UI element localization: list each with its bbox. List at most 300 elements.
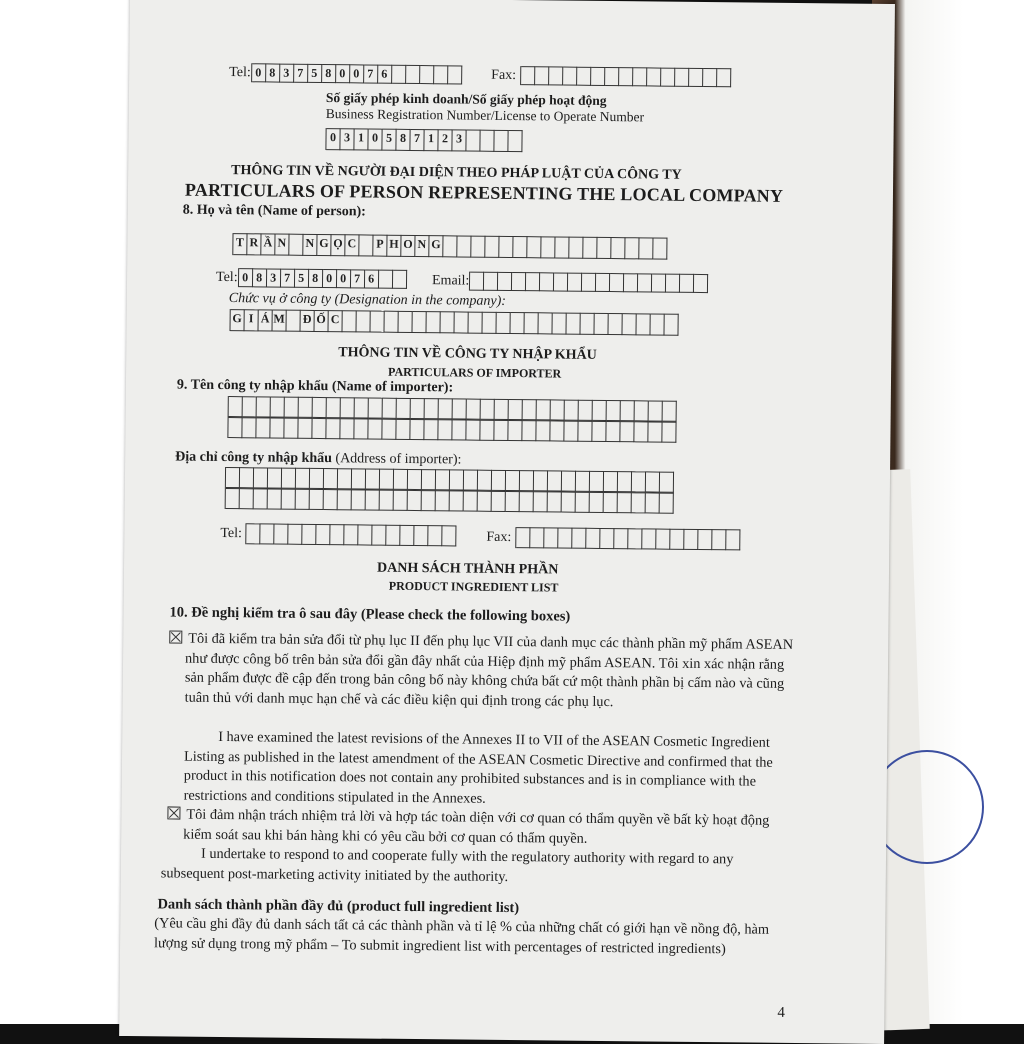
input-box[interactable] [440, 311, 454, 333]
input-box[interactable]: 8 [396, 129, 410, 151]
input-box[interactable]: Á [258, 309, 272, 331]
input-box[interactable] [274, 524, 288, 545]
input-box[interactable] [412, 311, 426, 333]
input-box[interactable] [454, 311, 468, 333]
input-box[interactable] [660, 493, 674, 514]
input-box[interactable]: 6 [365, 269, 379, 288]
input-box[interactable] [522, 420, 536, 441]
input-box[interactable] [662, 422, 676, 443]
input-box[interactable]: 0 [239, 268, 253, 287]
input-box[interactable] [452, 419, 466, 440]
input-box[interactable] [550, 420, 564, 441]
input-box[interactable] [242, 417, 256, 438]
input-box[interactable]: Ầ [261, 233, 275, 255]
input-box[interactable] [468, 312, 482, 334]
input-box[interactable] [310, 468, 324, 489]
input-box[interactable] [398, 311, 412, 333]
input-box[interactable] [534, 470, 548, 491]
input-box[interactable] [358, 524, 372, 545]
input-box[interactable]: G [317, 234, 331, 256]
tel-boxes[interactable] [251, 63, 462, 84]
input-box[interactable] [521, 66, 535, 85]
input-box[interactable] [393, 270, 407, 289]
input-box[interactable]: C [345, 234, 359, 256]
input-box[interactable] [620, 421, 634, 442]
input-box[interactable]: I [244, 309, 258, 331]
input-box[interactable] [606, 421, 620, 442]
input-box[interactable] [298, 418, 312, 439]
input-box[interactable] [634, 421, 648, 442]
input-box[interactable] [464, 470, 478, 491]
input-box[interactable] [466, 130, 480, 152]
input-box[interactable] [495, 399, 509, 420]
input-box[interactable] [352, 468, 366, 489]
input-box[interactable] [663, 401, 677, 422]
input-box[interactable] [492, 491, 506, 512]
input-box[interactable] [632, 471, 646, 492]
email-boxes[interactable] [469, 272, 708, 294]
input-box[interactable] [600, 528, 614, 549]
input-box[interactable] [485, 236, 499, 258]
input-box[interactable] [618, 492, 632, 513]
input-box[interactable]: Đ [300, 310, 314, 332]
input-box[interactable] [596, 273, 610, 292]
input-box[interactable] [408, 490, 422, 511]
input-box[interactable] [684, 529, 698, 550]
input-box[interactable]: 5 [382, 129, 396, 151]
input-box[interactable] [330, 524, 344, 545]
input-box[interactable] [527, 236, 541, 258]
input-box[interactable] [368, 419, 382, 440]
input-box[interactable] [410, 419, 424, 440]
input-box[interactable]: H [387, 235, 401, 257]
input-box[interactable] [285, 397, 299, 418]
input-box[interactable] [282, 489, 296, 510]
input-box[interactable] [508, 130, 522, 152]
input-box[interactable] [326, 418, 340, 439]
input-box[interactable] [618, 471, 632, 492]
input-box[interactable] [484, 272, 498, 291]
input-box[interactable] [552, 312, 566, 334]
input-box[interactable] [260, 523, 274, 544]
input-box[interactable]: 7 [410, 129, 424, 151]
input-box[interactable] [352, 489, 366, 510]
input-box[interactable] [408, 469, 422, 490]
input-box[interactable] [510, 312, 524, 334]
input-box[interactable] [524, 312, 538, 334]
input-box[interactable] [394, 490, 408, 511]
input-box[interactable] [379, 270, 393, 289]
input-box[interactable] [604, 492, 618, 513]
input-box[interactable] [632, 492, 646, 513]
input-box[interactable] [436, 490, 450, 511]
input-box[interactable] [648, 421, 662, 442]
input-box[interactable] [411, 398, 425, 419]
fax3-boxes[interactable] [515, 527, 740, 550]
input-box[interactable] [240, 467, 254, 488]
input-box[interactable] [520, 470, 534, 491]
input-box[interactable] [498, 272, 512, 291]
input-box[interactable] [516, 527, 530, 548]
input-box[interactable] [270, 417, 284, 438]
input-box[interactable] [512, 272, 526, 291]
input-box[interactable] [694, 274, 708, 293]
input-box[interactable] [450, 469, 464, 490]
input-box[interactable] [288, 524, 302, 545]
importer-name-row-2[interactable] [227, 417, 676, 443]
input-box[interactable]: 1 [354, 128, 368, 150]
input-box[interactable] [310, 489, 324, 510]
input-box[interactable]: P [373, 235, 387, 257]
input-box[interactable] [650, 313, 664, 335]
input-box[interactable] [689, 68, 703, 87]
input-box[interactable] [576, 471, 590, 492]
input-box[interactable] [712, 529, 726, 550]
input-box[interactable] [338, 489, 352, 510]
input-box[interactable] [566, 313, 580, 335]
input-box[interactable] [597, 237, 611, 259]
input-box[interactable] [442, 525, 456, 546]
input-box[interactable]: G [429, 235, 443, 257]
input-box[interactable] [619, 67, 633, 86]
input-box[interactable] [369, 398, 383, 419]
input-box[interactable]: 3 [452, 129, 466, 151]
input-box[interactable] [443, 235, 457, 257]
input-box[interactable] [703, 68, 717, 87]
input-box[interactable] [340, 418, 354, 439]
input-box[interactable] [256, 417, 270, 438]
input-box[interactable]: 3 [340, 128, 354, 150]
input-box[interactable] [397, 398, 411, 419]
input-box[interactable] [438, 419, 452, 440]
input-box[interactable] [414, 525, 428, 546]
input-box[interactable] [520, 491, 534, 512]
input-box[interactable] [652, 273, 666, 292]
input-box[interactable]: Ố [314, 310, 328, 332]
input-box[interactable] [450, 490, 464, 511]
input-box[interactable] [541, 236, 555, 258]
input-box[interactable] [656, 529, 670, 550]
input-box[interactable] [422, 490, 436, 511]
input-box[interactable] [478, 470, 492, 491]
input-box[interactable] [492, 470, 506, 491]
input-box[interactable] [647, 67, 661, 86]
input-box[interactable] [578, 421, 592, 442]
input-box[interactable] [434, 65, 448, 84]
input-box[interactable] [296, 468, 310, 489]
input-box[interactable] [396, 419, 410, 440]
input-box[interactable] [636, 313, 650, 335]
input-box[interactable] [649, 400, 663, 421]
input-box[interactable] [580, 313, 594, 335]
input-box[interactable] [392, 65, 406, 84]
input-box[interactable] [576, 492, 590, 513]
input-box[interactable]: 8 [322, 64, 336, 83]
tel3-boxes[interactable] [245, 523, 456, 546]
input-box[interactable] [670, 529, 684, 550]
input-box[interactable]: 8 [253, 268, 267, 287]
input-box[interactable] [354, 418, 368, 439]
input-box[interactable] [583, 237, 597, 259]
input-box[interactable] [268, 467, 282, 488]
input-box[interactable]: 6 [378, 65, 392, 84]
input-box[interactable] [508, 420, 522, 441]
input-box[interactable] [480, 130, 494, 152]
input-box[interactable]: O [401, 235, 415, 257]
input-box[interactable]: N [303, 234, 317, 256]
check1-checkbox[interactable] [169, 630, 182, 643]
input-box[interactable]: G [230, 309, 244, 331]
input-box[interactable] [422, 469, 436, 490]
input-box[interactable] [586, 528, 600, 549]
check2-checkbox[interactable] [167, 806, 180, 819]
input-box[interactable] [471, 236, 485, 258]
input-box[interactable] [467, 399, 481, 420]
input-box[interactable]: 5 [295, 269, 309, 288]
input-box[interactable] [383, 398, 397, 419]
input-box[interactable] [611, 237, 625, 259]
input-box[interactable]: 7 [294, 64, 308, 83]
input-box[interactable] [513, 236, 527, 258]
input-box[interactable] [563, 67, 577, 86]
input-box[interactable] [496, 312, 510, 334]
input-box[interactable] [494, 130, 508, 152]
input-box[interactable]: 3 [280, 64, 294, 83]
input-box[interactable] [426, 311, 440, 333]
input-box[interactable] [482, 312, 496, 334]
input-box[interactable] [240, 488, 254, 509]
input-box[interactable] [282, 468, 296, 489]
input-box[interactable]: 0 [337, 269, 351, 288]
input-box[interactable] [635, 400, 649, 421]
input-box[interactable] [579, 400, 593, 421]
input-box[interactable] [448, 65, 462, 84]
input-box[interactable] [590, 492, 604, 513]
input-box[interactable]: 1 [424, 129, 438, 151]
input-box[interactable]: C [328, 310, 342, 332]
input-box[interactable]: 0 [252, 63, 266, 82]
input-box[interactable]: 5 [308, 64, 322, 83]
input-box[interactable] [324, 468, 338, 489]
input-box[interactable] [420, 65, 434, 84]
input-box[interactable] [569, 237, 583, 259]
input-box[interactable] [548, 470, 562, 491]
input-box[interactable] [535, 66, 549, 85]
input-box[interactable] [554, 272, 568, 291]
input-box[interactable] [555, 236, 569, 258]
input-box[interactable] [324, 489, 338, 510]
input-box[interactable]: T [233, 233, 247, 255]
input-box[interactable] [653, 237, 667, 259]
input-box[interactable] [439, 398, 453, 419]
input-box[interactable] [436, 469, 450, 490]
input-box[interactable] [642, 528, 656, 549]
input-box[interactable]: M [272, 310, 286, 332]
input-box[interactable] [565, 400, 579, 421]
input-box[interactable] [481, 399, 495, 420]
input-box[interactable]: 8 [309, 269, 323, 288]
input-box[interactable] [356, 310, 370, 332]
input-box[interactable] [380, 469, 394, 490]
input-box[interactable]: 7 [351, 269, 365, 288]
input-box[interactable] [338, 468, 352, 489]
input-box[interactable] [316, 524, 330, 545]
input-box[interactable] [226, 467, 240, 488]
input-box[interactable]: 0 [336, 64, 350, 83]
input-box[interactable]: Ọ [331, 234, 345, 256]
input-box[interactable] [313, 397, 327, 418]
input-box[interactable] [286, 310, 300, 332]
input-box[interactable] [577, 67, 591, 86]
input-box[interactable] [625, 237, 639, 259]
input-box[interactable] [624, 273, 638, 292]
input-box[interactable] [366, 489, 380, 510]
person-name-boxes[interactable] [232, 233, 667, 260]
input-box[interactable] [246, 523, 260, 544]
input-box[interactable] [621, 400, 635, 421]
input-box[interactable] [594, 313, 608, 335]
input-box[interactable] [299, 397, 313, 418]
input-box[interactable] [608, 313, 622, 335]
input-box[interactable] [406, 65, 420, 84]
input-box[interactable] [229, 396, 243, 417]
input-box[interactable]: R [247, 233, 261, 255]
input-box[interactable] [470, 272, 484, 291]
input-box[interactable] [226, 488, 240, 509]
input-box[interactable] [551, 399, 565, 420]
input-box[interactable] [530, 527, 544, 548]
input-box[interactable] [564, 421, 578, 442]
input-box[interactable] [605, 67, 619, 86]
input-box[interactable] [372, 525, 386, 546]
input-box[interactable] [717, 68, 731, 87]
input-box[interactable] [666, 274, 680, 293]
input-box[interactable] [591, 67, 605, 86]
input-box[interactable] [536, 420, 550, 441]
input-box[interactable] [386, 525, 400, 546]
input-box[interactable]: 0 [323, 269, 337, 288]
input-box[interactable] [622, 313, 636, 335]
input-box[interactable]: 7 [281, 269, 295, 288]
input-box[interactable] [562, 471, 576, 492]
tel2-boxes[interactable] [238, 268, 407, 289]
input-box[interactable]: 0 [368, 129, 382, 151]
input-box[interactable] [228, 417, 242, 438]
input-box[interactable] [607, 400, 621, 421]
input-box[interactable] [526, 272, 540, 291]
input-box[interactable] [366, 468, 380, 489]
input-box[interactable] [370, 311, 384, 333]
input-box[interactable] [628, 528, 642, 549]
input-box[interactable] [480, 420, 494, 441]
input-box[interactable]: 0 [350, 64, 364, 83]
importer-address-row-2[interactable] [225, 488, 674, 514]
input-box[interactable] [254, 488, 268, 509]
input-box[interactable] [664, 314, 678, 336]
input-box[interactable] [425, 398, 439, 419]
input-box[interactable] [544, 527, 558, 548]
input-box[interactable] [592, 421, 606, 442]
input-box[interactable] [614, 528, 628, 549]
input-box[interactable] [257, 396, 271, 417]
input-box[interactable]: 8 [266, 63, 280, 82]
input-box[interactable] [466, 420, 480, 441]
input-box[interactable] [506, 470, 520, 491]
input-box[interactable] [726, 529, 740, 550]
input-box[interactable] [562, 492, 576, 513]
input-box[interactable] [540, 272, 554, 291]
input-box[interactable] [359, 234, 373, 256]
input-box[interactable] [284, 418, 298, 439]
input-box[interactable] [344, 524, 358, 545]
input-box[interactable] [646, 471, 660, 492]
fax-boxes[interactable] [520, 66, 731, 87]
input-box[interactable] [698, 529, 712, 550]
input-box[interactable] [327, 397, 341, 418]
input-box[interactable] [538, 312, 552, 334]
input-box[interactable] [384, 311, 398, 333]
input-box[interactable] [548, 491, 562, 512]
input-box[interactable] [534, 491, 548, 512]
input-box[interactable] [638, 273, 652, 292]
input-box[interactable]: 7 [364, 64, 378, 83]
input-box[interactable] [268, 488, 282, 509]
input-box[interactable] [428, 525, 442, 546]
designation-boxes[interactable] [229, 309, 678, 336]
input-box[interactable] [243, 396, 257, 417]
input-box[interactable] [590, 471, 604, 492]
input-box[interactable] [341, 397, 355, 418]
input-box[interactable] [639, 237, 653, 259]
input-box[interactable]: 2 [438, 129, 452, 151]
input-box[interactable] [568, 273, 582, 292]
input-box[interactable] [610, 273, 624, 292]
input-box[interactable] [296, 489, 310, 510]
input-box[interactable] [660, 472, 674, 493]
input-box[interactable] [394, 469, 408, 490]
input-box[interactable]: N [275, 234, 289, 256]
input-box[interactable] [582, 273, 596, 292]
input-box[interactable] [457, 235, 471, 257]
input-box[interactable] [558, 528, 572, 549]
input-box[interactable]: 0 [326, 128, 340, 150]
input-box[interactable] [254, 467, 268, 488]
input-box[interactable] [499, 236, 513, 258]
input-box[interactable]: N [415, 235, 429, 257]
input-box[interactable] [572, 528, 586, 549]
input-box[interactable] [680, 274, 694, 293]
input-box[interactable] [453, 398, 467, 419]
input-box[interactable] [464, 491, 478, 512]
input-box[interactable] [506, 491, 520, 512]
input-box[interactable] [604, 471, 618, 492]
input-box[interactable] [400, 525, 414, 546]
input-box[interactable] [661, 68, 675, 87]
input-box[interactable] [494, 420, 508, 441]
input-box[interactable] [289, 234, 303, 256]
input-box[interactable] [646, 492, 660, 513]
input-box[interactable] [478, 491, 492, 512]
input-box[interactable] [593, 400, 607, 421]
input-box[interactable] [380, 490, 394, 511]
input-box[interactable] [633, 67, 647, 86]
input-box[interactable] [523, 399, 537, 420]
input-box[interactable] [382, 419, 396, 440]
input-box[interactable] [537, 399, 551, 420]
input-box[interactable] [675, 68, 689, 87]
input-box[interactable] [271, 396, 285, 417]
input-box[interactable] [342, 310, 356, 332]
